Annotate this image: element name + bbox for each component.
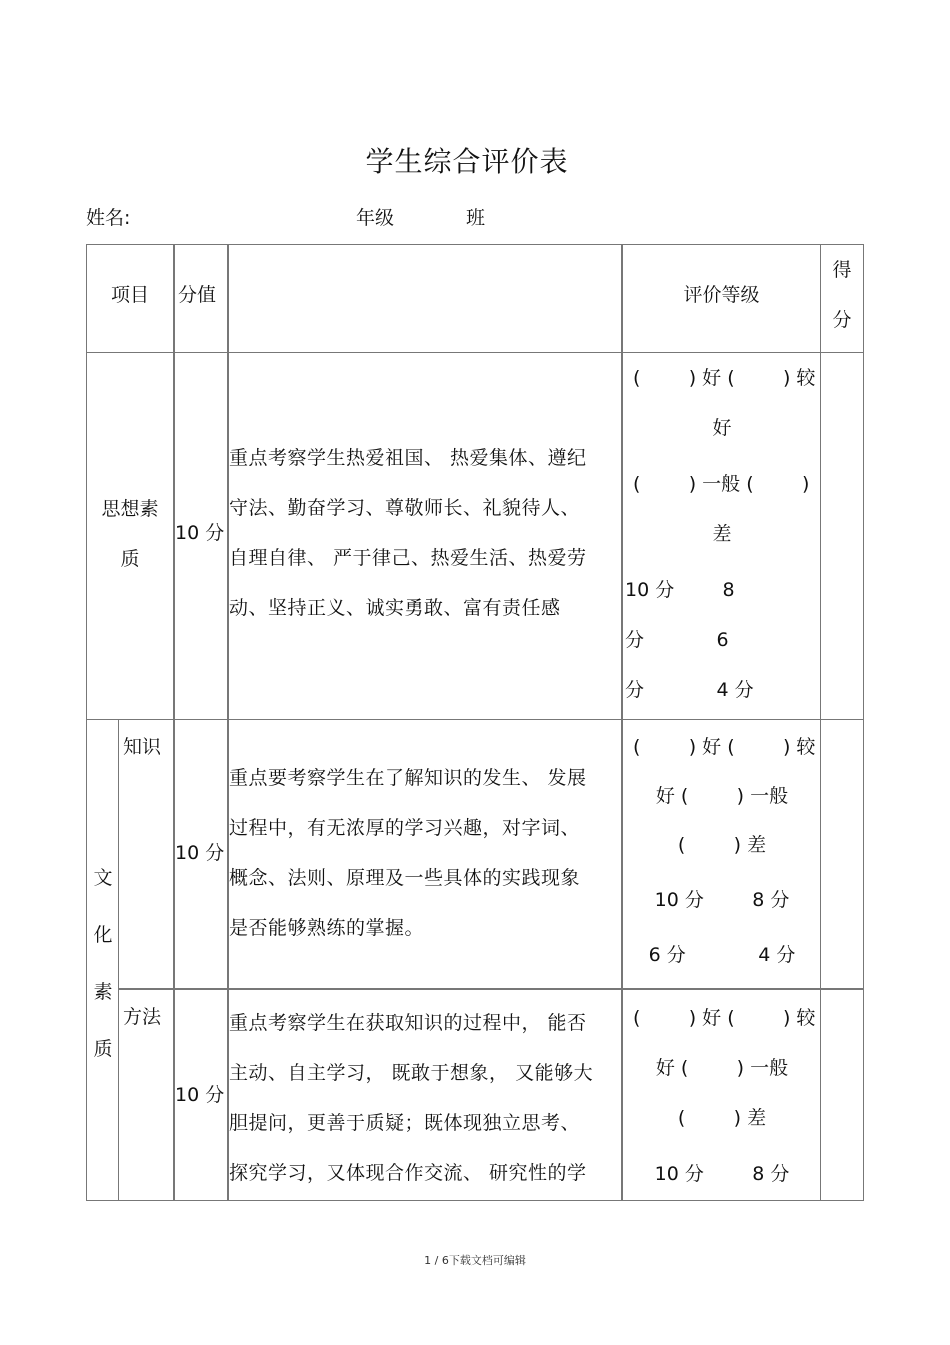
desc-line: 重点考察学生热爱祖国、 热爱集体、遵纪 — [229, 447, 587, 469]
desc-line: 是否能够熟练的掌握。 — [229, 917, 425, 939]
level-line: 好 — [712, 417, 732, 439]
level-line: 分 6 — [625, 629, 729, 651]
desc-line: 重点要考察学生在了解知识的发生、 发展 — [229, 767, 587, 789]
row-subitem-zhishi: 知识 — [123, 736, 162, 758]
level-line: 10 分 8 分 — [654, 1163, 790, 1185]
row-desc-fangfa — [229, 998, 619, 1198]
desc-line: 探究学习，又体现合作交流、 研究性的学 — [229, 1162, 587, 1184]
row-score-sixiang: 10 分 — [175, 522, 225, 544]
desc-line: 过程中，有无浓厚的学习兴趣，对字词、 — [229, 817, 581, 839]
row-desc-zhishi — [229, 753, 619, 953]
wenhua-char: 化 — [93, 924, 113, 946]
column-header-got-line1: 得 — [832, 259, 852, 281]
level-line: 分 4 分 — [625, 679, 754, 701]
row-level-fangfa — [625, 993, 819, 1199]
wenhua-char: 素 — [93, 981, 113, 1003]
column-header-item: 项目 — [110, 284, 149, 306]
row-item-sixiang — [88, 484, 172, 584]
level-line: 好 ( ) 一般 — [655, 1057, 789, 1079]
row-level-sixiang — [625, 353, 819, 715]
row-item-wenhua — [88, 850, 118, 1078]
level-line: ( ) 好 ( ) 较 — [633, 736, 816, 758]
desc-line: 守法、勤奋学习、尊敬师长、礼貌待人、 — [229, 497, 581, 519]
row-score-fangfa: 10 分 — [175, 1084, 225, 1106]
row-level-zhishi — [625, 723, 819, 980]
column-header-score: 分值 — [178, 284, 217, 306]
desc-line: 自理自律、 严于律己、热爱生活、热爱劳 — [229, 547, 587, 569]
desc-line: 动、坚持正义、诚实勇敢、富有责任感 — [229, 597, 561, 619]
desc-line: 重点考察学生在获取知识的过程中， 能否 — [229, 1012, 587, 1034]
level-line: ( ) 好 ( ) 较 — [633, 1007, 816, 1029]
column-header-got-line2: 分 — [832, 309, 852, 331]
column-header-got — [821, 245, 863, 345]
row-subitem-fangfa: 方法 — [123, 1006, 162, 1028]
level-line: ( ) 一般 ( ) — [633, 473, 810, 495]
row-desc-sixiang — [229, 433, 619, 633]
level-line: 差 — [712, 523, 732, 545]
level-line: 10 分 8 — [625, 579, 735, 601]
column-header-level: 评价等级 — [683, 284, 760, 306]
desc-line: 概念、法则、原理及一些具体的实践现象 — [229, 867, 581, 889]
desc-line: 主动、自主学习， 既敢于想象， 又能够大 — [229, 1062, 594, 1084]
desc-line: 胆提问，更善于质疑；既体现独立思考、 — [229, 1112, 581, 1134]
class-label: 班 — [466, 207, 486, 229]
grade-label: 年级 — [356, 207, 395, 229]
level-line: ( ) 好 ( ) 较 — [633, 367, 816, 389]
level-line: ( ) 差 — [677, 834, 767, 856]
row-score-zhishi: 10 分 — [175, 842, 225, 864]
name-label: 姓名: — [86, 207, 131, 229]
wenhua-char: 质 — [93, 1038, 113, 1060]
level-line: 6 分 4 分 — [648, 944, 796, 966]
level-line: ( ) 差 — [677, 1107, 767, 1129]
row-item-sixiang-line2: 质 — [120, 548, 140, 570]
page-title: 学生综合评价表 — [365, 145, 569, 178]
level-line: 好 ( ) 一般 — [655, 785, 789, 807]
row-item-sixiang-line1: 思想素 — [101, 498, 159, 520]
level-line: 10 分 8 分 — [654, 889, 790, 911]
page-footer: 1 / 6下载文档可编辑 — [424, 1254, 526, 1267]
wenhua-char: 文 — [93, 867, 113, 889]
